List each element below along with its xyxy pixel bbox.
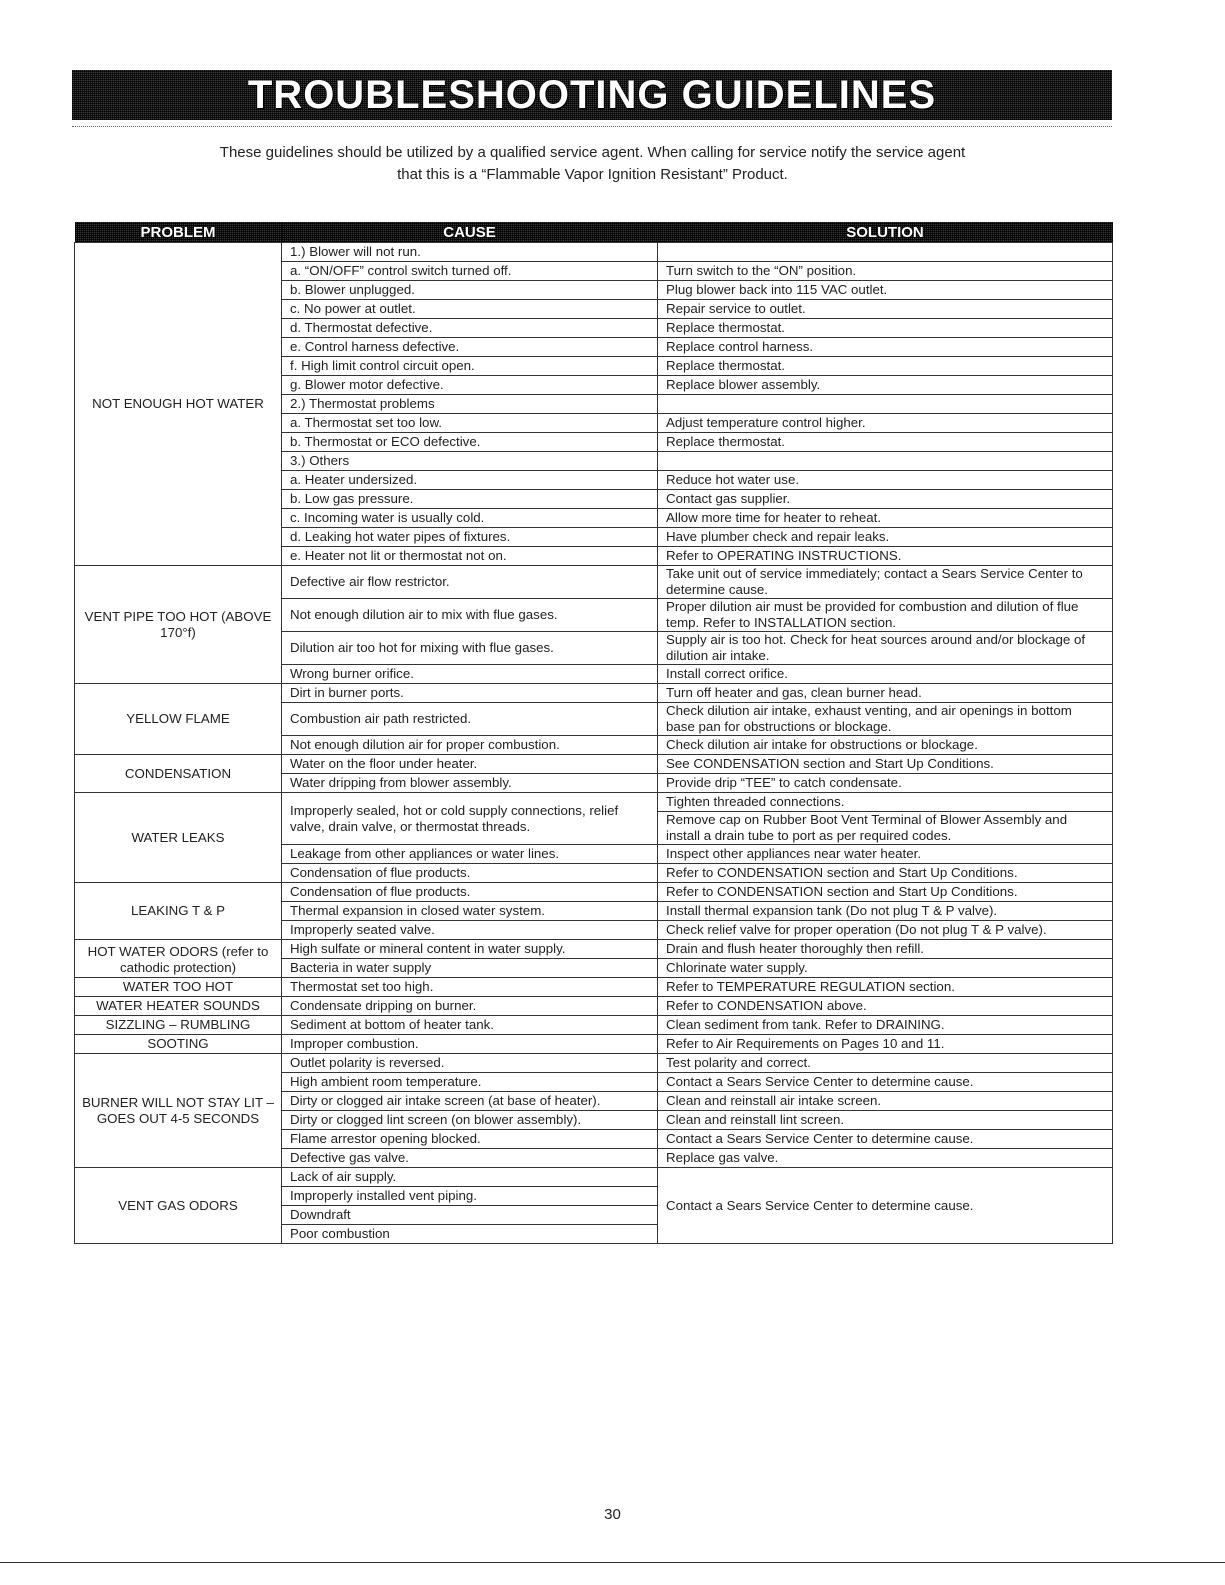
solution-cell: Check relief valve for proper operation (Do not plug T & P valve). bbox=[658, 921, 1113, 940]
cause-cell: Thermal expansion in closed water system. bbox=[282, 902, 658, 921]
solution-cell: Plug blower back into 115 VAC outlet. bbox=[658, 281, 1113, 300]
cause-cell: Flame arrestor opening blocked. bbox=[282, 1130, 658, 1149]
cause-cell: Condensation of flue products. bbox=[282, 864, 658, 883]
solution-cell: Contact gas supplier. bbox=[658, 490, 1113, 509]
solution-cell: Replace thermostat. bbox=[658, 433, 1113, 452]
solution-cell: Tighten threaded connections. bbox=[658, 793, 1113, 812]
table-row bbox=[75, 566, 1113, 599]
cause-cell: b. Low gas pressure. bbox=[282, 490, 658, 509]
cause-cell: High sulfate or mineral content in water supply. bbox=[282, 940, 658, 959]
solution-cell: Turn switch to the “ON” position. bbox=[658, 262, 1113, 281]
cause-cell: Improper combustion. bbox=[282, 1035, 658, 1054]
cause-cell: a. Heater undersized. bbox=[282, 471, 658, 490]
intro-line: that this is a “Flammable Vapor Ignition Resistant” Product. bbox=[397, 166, 788, 183]
title-banner bbox=[72, 70, 1112, 120]
cause-cell: Downdraft bbox=[282, 1206, 658, 1225]
solution-cell: Turn off heater and gas, clean burner head. bbox=[658, 684, 1113, 703]
intro-text bbox=[120, 142, 1065, 186]
table-body bbox=[75, 243, 1113, 1244]
cause-cell: Condensation of flue products. bbox=[282, 883, 658, 902]
solution-cell: Install correct orifice. bbox=[658, 665, 1113, 684]
solution-cell: Contact a Sears Service Center to determine cause. bbox=[658, 1073, 1113, 1092]
table-row bbox=[75, 997, 1113, 1016]
solution-cell: Refer to CONDENSATION above. bbox=[658, 997, 1113, 1016]
divider bbox=[72, 126, 1112, 127]
cause-cell: a. “ON/OFF” control switch turned off. bbox=[282, 262, 658, 281]
solution-cell: Allow more time for heater to reheat. bbox=[658, 509, 1113, 528]
solution-cell: Supply air is too hot. Check for heat sources around and/or blockage of dilution air intake. bbox=[658, 632, 1113, 665]
cause-cell: Not enough dilution air to mix with flue gases. bbox=[282, 599, 658, 632]
cause-cell: Dirty or clogged air intake screen (at base of heater). bbox=[282, 1092, 658, 1111]
cause-cell: Sediment at bottom of heater tank. bbox=[282, 1016, 658, 1035]
problem-cell: SIZZLING – RUMBLING bbox=[75, 1016, 282, 1035]
troubleshooting-table bbox=[74, 222, 1113, 1244]
cause-cell: Improperly installed vent piping. bbox=[282, 1187, 658, 1206]
cause-cell: Not enough dilution air for proper combustion. bbox=[282, 736, 658, 755]
table-row bbox=[75, 1016, 1113, 1035]
intro-line: These guidelines should be utilized by a qualified service agent. When calling for service notify the service agent bbox=[219, 144, 966, 161]
cause-cell: d. Leaking hot water pipes of fixtures. bbox=[282, 528, 658, 547]
problem-cell: BURNER WILL NOT STAY LIT – GOES OUT 4-5 SECONDS bbox=[75, 1054, 282, 1168]
cause-cell: Improperly seated valve. bbox=[282, 921, 658, 940]
table-row bbox=[75, 243, 1113, 262]
cause-cell: Water on the floor under heater. bbox=[282, 755, 658, 774]
solution-cell: Replace gas valve. bbox=[658, 1149, 1113, 1168]
cause-cell: Wrong burner orifice. bbox=[282, 665, 658, 684]
solution-cell: See CONDENSATION section and Start Up Conditions. bbox=[658, 755, 1113, 774]
solution-cell: Inspect other appliances near water heater. bbox=[658, 845, 1113, 864]
cause-cell: Bacteria in water supply bbox=[282, 959, 658, 978]
cause-cell: Dilution air too hot for mixing with flue gases. bbox=[282, 632, 658, 665]
solution-cell: Refer to CONDENSATION section and Start Up Conditions. bbox=[658, 883, 1113, 902]
solution-cell: Contact a Sears Service Center to determine cause. bbox=[658, 1168, 1113, 1244]
header-problem: PROBLEM bbox=[75, 222, 282, 243]
solution-cell: Clean and reinstall air intake screen. bbox=[658, 1092, 1113, 1111]
table-row bbox=[75, 940, 1113, 959]
cause-cell: Defective gas valve. bbox=[282, 1149, 658, 1168]
problem-cell: HOT WATER ODORS (refer to cathodic protection) bbox=[75, 940, 282, 978]
solution-cell: Replace blower assembly. bbox=[658, 376, 1113, 395]
solution-cell: Clean sediment from tank. Refer to DRAINING. bbox=[658, 1016, 1113, 1035]
header-cause: CAUSE bbox=[282, 222, 658, 243]
cause-cell: Defective air flow restrictor. bbox=[282, 566, 658, 599]
solution-cell bbox=[658, 452, 1113, 471]
problem-cell: WATER TOO HOT bbox=[75, 978, 282, 997]
table-header-row bbox=[75, 222, 1113, 243]
cause-cell: 2.) Thermostat problems bbox=[282, 395, 658, 414]
solution-cell: Replace control harness. bbox=[658, 338, 1113, 357]
table-row bbox=[75, 1168, 1113, 1187]
cause-cell: a. Thermostat set too low. bbox=[282, 414, 658, 433]
cause-cell: Lack of air supply. bbox=[282, 1168, 658, 1187]
cause-cell: e. Heater not lit or thermostat not on. bbox=[282, 547, 658, 566]
solution-cell: Refer to CONDENSATION section and Start Up Conditions. bbox=[658, 864, 1113, 883]
table-row bbox=[75, 793, 1113, 812]
solution-cell: Take unit out of service immediately; contact a Sears Service Center to determine cause. bbox=[658, 566, 1113, 599]
solution-cell bbox=[658, 395, 1113, 414]
cause-cell: High ambient room temperature. bbox=[282, 1073, 658, 1092]
cause-cell: Outlet polarity is reversed. bbox=[282, 1054, 658, 1073]
solution-cell: Have plumber check and repair leaks. bbox=[658, 528, 1113, 547]
solution-cell: Refer to OPERATING INSTRUCTIONS. bbox=[658, 547, 1113, 566]
problem-cell: WATER HEATER SOUNDS bbox=[75, 997, 282, 1016]
cause-cell: 1.) Blower will not run. bbox=[282, 243, 658, 262]
solution-cell: Check dilution air intake for obstructions or blockage. bbox=[658, 736, 1113, 755]
problem-cell: CONDENSATION bbox=[75, 755, 282, 793]
table-row bbox=[75, 1035, 1113, 1054]
cause-cell: Condensate dripping on burner. bbox=[282, 997, 658, 1016]
solution-cell: Repair service to outlet. bbox=[658, 300, 1113, 319]
cause-cell: Water dripping from blower assembly. bbox=[282, 774, 658, 793]
bottom-rule bbox=[0, 1562, 1225, 1563]
solution-cell bbox=[658, 243, 1113, 262]
problem-cell: YELLOW FLAME bbox=[75, 684, 282, 755]
cause-cell: 3.) Others bbox=[282, 452, 658, 471]
solution-cell: Chlorinate water supply. bbox=[658, 959, 1113, 978]
page-number: 30 bbox=[604, 1506, 621, 1523]
page-title: TROUBLESHOOTING GUIDELINES bbox=[247, 72, 937, 117]
cause-cell: Combustion air path restricted. bbox=[282, 703, 658, 736]
cause-cell: g. Blower motor defective. bbox=[282, 376, 658, 395]
table-row bbox=[75, 684, 1113, 703]
solution-cell: Remove cap on Rubber Boot Vent Terminal of Blower Assembly and install a drain tube to port as per required codes. bbox=[658, 812, 1113, 845]
solution-cell: Contact a Sears Service Center to determine cause. bbox=[658, 1130, 1113, 1149]
solution-cell: Check dilution air intake, exhaust venting, and air openings in bottom base pan for obstructions or blockage. bbox=[658, 703, 1113, 736]
cause-cell: b. Thermostat or ECO defective. bbox=[282, 433, 658, 452]
problem-cell: LEAKING T & P bbox=[75, 883, 282, 940]
problem-cell: WATER LEAKS bbox=[75, 793, 282, 883]
cause-cell: Dirty or clogged lint screen (on blower assembly). bbox=[282, 1111, 658, 1130]
solution-cell: Reduce hot water use. bbox=[658, 471, 1113, 490]
solution-cell: Test polarity and correct. bbox=[658, 1054, 1113, 1073]
solution-cell: Adjust temperature control higher. bbox=[658, 414, 1113, 433]
problem-cell: NOT ENOUGH HOT WATER bbox=[75, 243, 282, 566]
solution-cell: Replace thermostat. bbox=[658, 357, 1113, 376]
solution-cell: Drain and flush heater thoroughly then refill. bbox=[658, 940, 1113, 959]
cause-cell: Dirt in burner ports. bbox=[282, 684, 658, 703]
cause-cell: Thermostat set too high. bbox=[282, 978, 658, 997]
table-row bbox=[75, 1054, 1113, 1073]
table-row bbox=[75, 883, 1113, 902]
table-row bbox=[75, 978, 1113, 997]
cause-cell: d. Thermostat defective. bbox=[282, 319, 658, 338]
problem-cell: SOOTING bbox=[75, 1035, 282, 1054]
problem-cell: VENT GAS ODORS bbox=[75, 1168, 282, 1244]
table-row bbox=[75, 755, 1113, 774]
solution-cell: Replace thermostat. bbox=[658, 319, 1113, 338]
solution-cell: Provide drip “TEE” to catch condensate. bbox=[658, 774, 1113, 793]
problem-cell: VENT PIPE TOO HOT (ABOVE 170°f) bbox=[75, 566, 282, 684]
solution-cell: Clean and reinstall lint screen. bbox=[658, 1111, 1113, 1130]
cause-cell: c. No power at outlet. bbox=[282, 300, 658, 319]
cause-cell: c. Incoming water is usually cold. bbox=[282, 509, 658, 528]
cause-cell: e. Control harness defective. bbox=[282, 338, 658, 357]
cause-cell: Leakage from other appliances or water lines. bbox=[282, 845, 658, 864]
solution-cell: Install thermal expansion tank (Do not plug T & P valve). bbox=[658, 902, 1113, 921]
cause-cell: Poor combustion bbox=[282, 1225, 658, 1244]
solution-cell: Refer to Air Requirements on Pages 10 and 11. bbox=[658, 1035, 1113, 1054]
cause-cell: f. High limit control circuit open. bbox=[282, 357, 658, 376]
solution-cell: Refer to TEMPERATURE REGULATION section. bbox=[658, 978, 1113, 997]
cause-cell: Improperly sealed, hot or cold supply connections, relief valve, drain valve, or thermostat threads. bbox=[282, 793, 658, 845]
header-solution: SOLUTION bbox=[658, 222, 1113, 243]
solution-cell: Proper dilution air must be provided for combustion and dilution of flue temp. Refer to INSTALLATION section. bbox=[658, 599, 1113, 632]
cause-cell: b. Blower unplugged. bbox=[282, 281, 658, 300]
